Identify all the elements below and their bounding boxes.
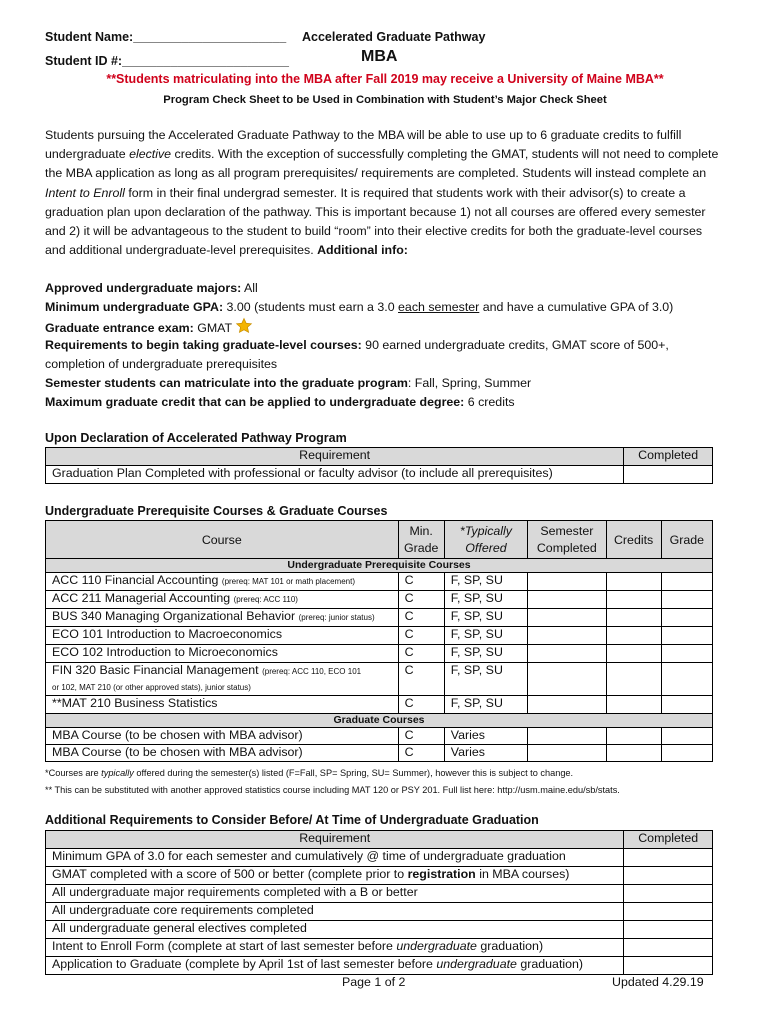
semester-cell[interactable] [528, 609, 606, 627]
page-number: Page 1 of 2 [342, 975, 406, 989]
grade-cell[interactable] [661, 696, 712, 714]
semester-cell[interactable] [528, 573, 606, 591]
completed-cell[interactable] [624, 849, 713, 867]
col-completed: Completed [624, 831, 713, 849]
semester-cell[interactable] [528, 627, 606, 645]
credits-cell[interactable] [606, 627, 661, 645]
grade-cell[interactable] [661, 728, 712, 745]
completed-cell[interactable] [624, 903, 713, 921]
table-row: ECO 102 Introduction to Microeconomics C F, SP, SU [46, 645, 713, 663]
semester-cell[interactable] [528, 696, 606, 714]
table-row: Application to Graduate (complete by April 1st of last semester before undergraduate graduation) [46, 957, 713, 975]
footnote-stats: ** This can be substituted with another approved statistics course including MAT 120 or PSY 201. Full list here: http://usm.maine.edu/sb/stats. [45, 785, 620, 795]
col-grade: Grade [661, 521, 712, 559]
notice: **Students matriculating into the MBA after Fall 2019 may receive a University of Maine MBA** [106, 72, 664, 86]
student-id-field[interactable]: Student ID #:________________________ [45, 54, 289, 68]
minimum-gpa: Minimum undergraduate GPA: 3.00 (students must earn a 3.0 each semester and have a cumulative GPA of 3.0) [45, 300, 674, 314]
updated-date: Updated 4.29.19 [612, 975, 704, 989]
col-typically-offered: *Typically Offered [444, 521, 527, 559]
col-requirement: Requirement [46, 448, 624, 466]
grade-cell[interactable] [661, 645, 712, 663]
col-credits: Credits [606, 521, 661, 559]
table-row: ECO 101 Introduction to Macroeconomics C F, SP, SU [46, 627, 713, 645]
grad-section-label: Graduate Courses [46, 714, 713, 728]
table-row: Intent to Enroll Form (complete at start of last semester before undergraduate graduation) [46, 939, 713, 957]
table-row: All undergraduate major requirements completed with a B or better [46, 885, 713, 903]
semester-cell[interactable] [528, 728, 606, 745]
courses-table [45, 520, 713, 762]
matriculation-semesters: Semester students can matriculate into the graduate program: Fall, Spring, Summer [45, 376, 532, 390]
table-row: FIN 320 Basic Financial Management (prereq: ACC 110, ECO 101 or 102, MAT 210 (or other approved stats), junior status) C F, SP, SU [46, 663, 713, 696]
table-row: GMAT completed with a score of 500 or better (complete prior to registration in MBA courses) [46, 867, 713, 885]
credits-cell[interactable] [606, 696, 661, 714]
completed-cell[interactable] [624, 466, 713, 484]
subtitle: Program Check Sheet to be Used in Combination with Student’s Major Check Sheet [163, 94, 607, 106]
program-title: Accelerated Graduate Pathway [302, 30, 486, 44]
table-row: All undergraduate core requirements completed [46, 903, 713, 921]
col-requirement: Requirement [46, 831, 624, 849]
table-row: MBA Course (to be chosen with MBA advisor) C Varies [46, 728, 713, 745]
completed-cell[interactable] [624, 867, 713, 885]
graduate-course-requirements: Requirements to begin taking graduate-level courses: 90 earned undergraduate credits, GMAT score of 500+, completion of undergraduate prerequisites [45, 338, 669, 372]
table-row: All undergraduate general electives completed [46, 921, 713, 939]
intro-paragraph: Students pursuing the Accelerated Graduate Pathway to the MBA will be able to use up to 6 graduate credits to fulfill undergraduate elective credits. With the exception of successfully completing the GMAT, students will not need to complete the MBA application as long as all program prerequisites/ requirements are completed. Students will instead complete an Intent to Enroll form in their final undergrad semester. It is required that students work with their advisor(s) to create a graduation plan upon declaration of the pathway. This is important because 1) not all courses are offered every semester and 2) it will be advantageous to the student to build “room” into their elective credits for both the graduate-level courses and additional undergraduate-level prerequisites. Additional info: [45, 128, 719, 258]
col-completed: Completed [624, 448, 713, 466]
grade-cell[interactable] [661, 591, 712, 609]
max-graduate-credit: Maximum graduate credit that can be applied to undergraduate degree: 6 credits [45, 395, 515, 409]
footnote-offered: *Courses are typically offered during the semester(s) listed (F=Fall, SP= Spring, SU= Summer), however this is subject to change. [45, 768, 574, 778]
credits-cell[interactable] [606, 745, 661, 762]
table-row: ACC 211 Managerial Accounting (prereq: ACC 110) C F, SP, SU [46, 591, 713, 609]
declaration-title: Upon Declaration of Accelerated Pathway Program [45, 431, 347, 445]
completed-cell[interactable] [624, 939, 713, 957]
grade-cell[interactable] [661, 627, 712, 645]
grade-cell[interactable] [661, 609, 712, 627]
credits-cell[interactable] [606, 728, 661, 745]
declaration-table [45, 447, 713, 484]
credits-cell[interactable] [606, 591, 661, 609]
entrance-exam: Graduate entrance exam: GMAT [45, 317, 253, 341]
student-name-field[interactable]: Student Name:______________________ [45, 30, 287, 44]
table-row: ACC 110 Financial Accounting (prereq: MAT 101 or math placement) C F, SP, SU [46, 573, 713, 591]
credits-cell[interactable] [606, 609, 661, 627]
table-row: Minimum GPA of 3.0 for each semester and cumulatively @ time of undergraduate graduation [46, 849, 713, 867]
completed-cell[interactable] [624, 921, 713, 939]
table-row: MBA Course (to be chosen with MBA advisor) C Varies [46, 745, 713, 762]
table-row: **MAT 210 Business Statistics C F, SP, SU [46, 696, 713, 714]
semester-cell[interactable] [528, 591, 606, 609]
semester-cell[interactable] [528, 663, 606, 696]
credits-cell[interactable] [606, 663, 661, 696]
degree-title: MBA [361, 48, 398, 65]
col-course: Course [46, 521, 399, 559]
grade-cell[interactable] [661, 745, 712, 762]
col-semester-completed: Semester Completed [528, 521, 606, 559]
credits-cell[interactable] [606, 573, 661, 591]
grade-cell[interactable] [661, 573, 712, 591]
semester-cell[interactable] [528, 745, 606, 762]
approved-majors: Approved undergraduate majors: All [45, 281, 258, 295]
credits-cell[interactable] [606, 645, 661, 663]
completed-cell[interactable] [624, 957, 713, 975]
completed-cell[interactable] [624, 885, 713, 903]
col-min-grade: Min. Grade [398, 521, 444, 559]
semester-cell[interactable] [528, 645, 606, 663]
courses-title: Undergraduate Prerequisite Courses & Graduate Courses [45, 504, 388, 518]
undergrad-section-label: Undergraduate Prerequisite Courses [46, 559, 713, 573]
additional-table [45, 830, 713, 975]
additional-title: Additional Requirements to Consider Before/ At Time of Undergraduate Graduation [45, 813, 539, 827]
table-row: Graduation Plan Completed with professional or faculty advisor (to include all prerequisites) [46, 466, 713, 484]
table-row: BUS 340 Managing Organizational Behavior (prereq: junior status) C F, SP, SU [46, 609, 713, 627]
grade-cell[interactable] [661, 663, 712, 696]
